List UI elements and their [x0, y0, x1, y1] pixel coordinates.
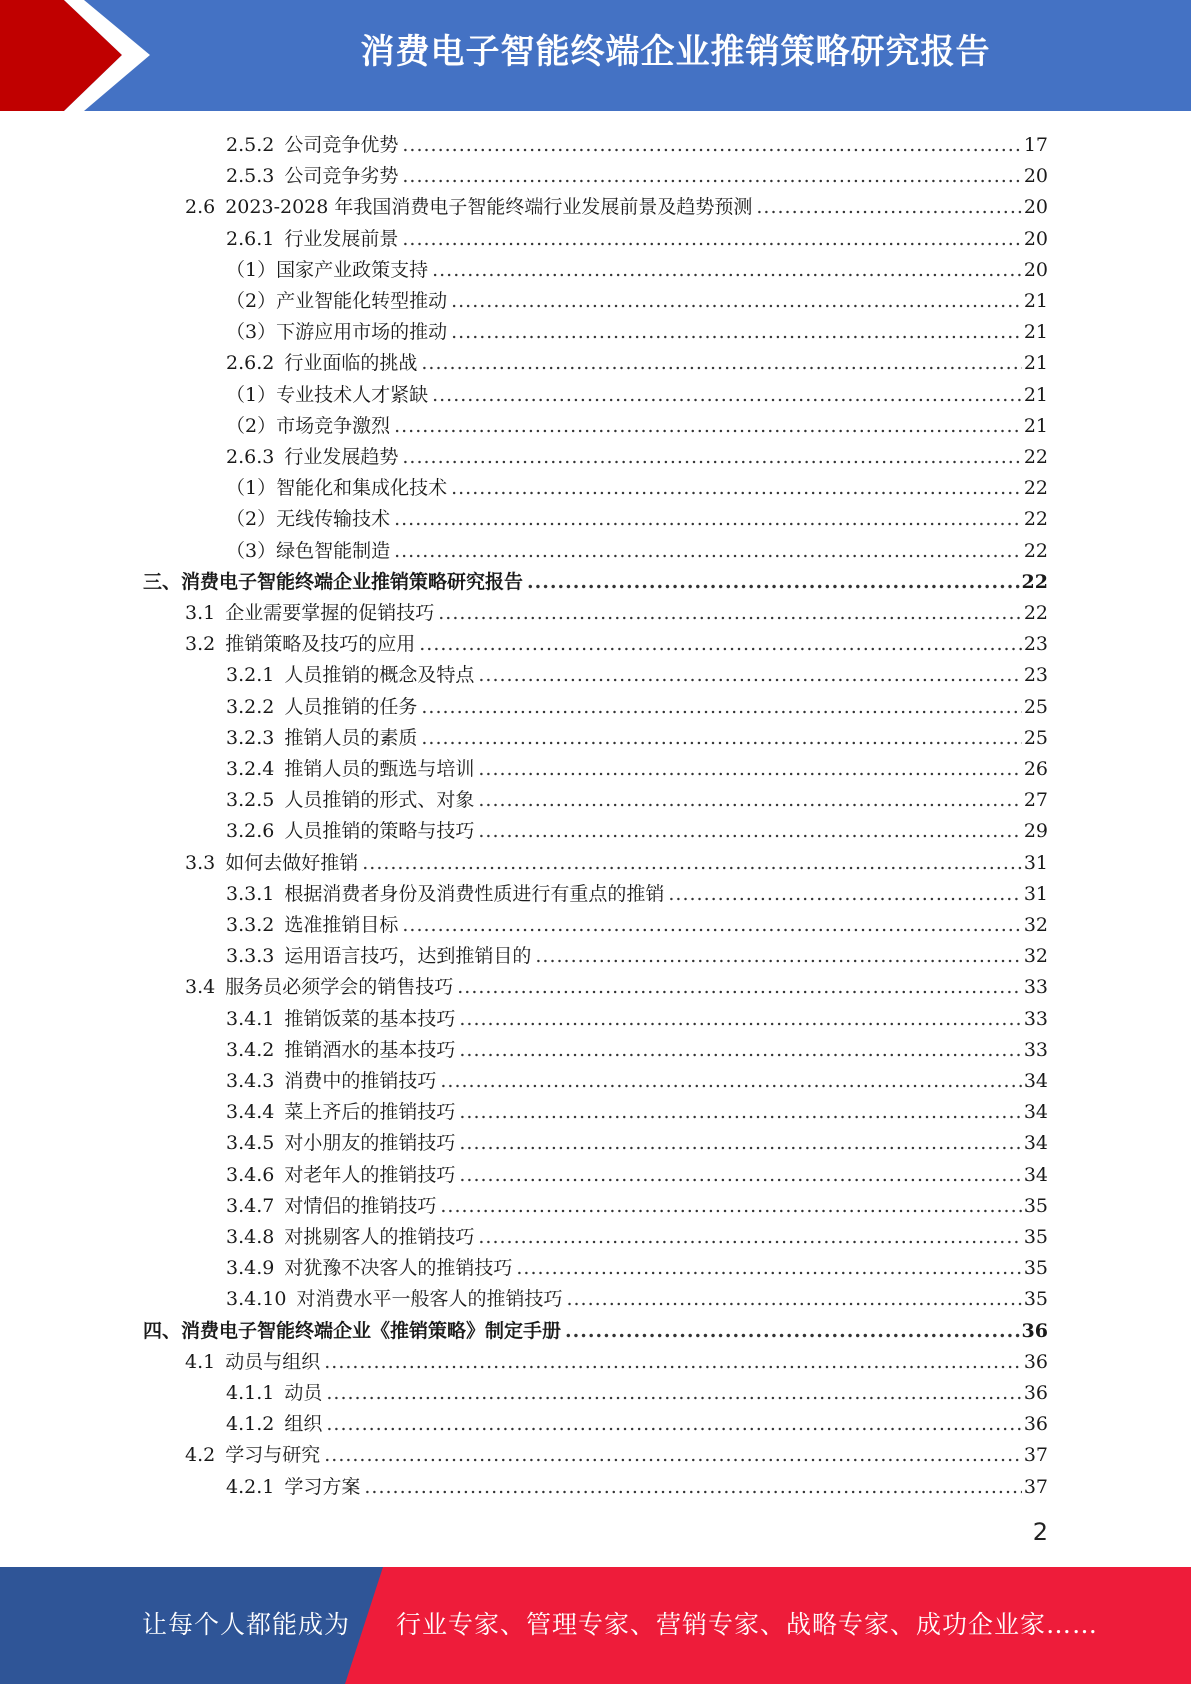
- toc-dot-leader: [535, 943, 1021, 969]
- toc-dot-leader: [478, 818, 1021, 844]
- toc-entry-page: 35: [1023, 1226, 1048, 1248]
- toc-dot-leader: [421, 725, 1021, 751]
- toc-entry-number: 3.2.5: [226, 789, 275, 812]
- toc-entry-number: 2.6: [185, 196, 216, 219]
- report-title: 消费电子智能终端企业推销策略研究报告: [360, 32, 991, 72]
- toc-entry-number: 4.1.1: [226, 1382, 275, 1404]
- toc-entry[interactable]: [185, 595, 1048, 626]
- toc-dot-leader: [394, 506, 1022, 532]
- toc-entry-number: 3.2.2: [226, 695, 275, 718]
- toc-dot-leader: [459, 1099, 1021, 1125]
- toc-entry-title: 如何去做好推销: [225, 851, 359, 874]
- toc-entry-page: 32: [1023, 914, 1048, 936]
- toc-entry-page: 33: [1023, 1038, 1048, 1061]
- toc-entry-number: 3.3.3: [226, 945, 275, 968]
- toc-dot-leader: [451, 288, 1022, 314]
- toc-entry-page: 21: [1023, 383, 1048, 406]
- toc-entry[interactable]: [226, 1219, 1048, 1250]
- toc-entry-page: 31: [1023, 882, 1048, 905]
- toc-entry[interactable]: [226, 314, 1048, 345]
- toc-entry-number: 2.5.2: [226, 134, 275, 156]
- toc-entry-page: 34: [1023, 1163, 1048, 1186]
- toc-entry-title: 公司竞争劣势: [284, 165, 399, 188]
- toc-entry-number: 3.4.9: [226, 1257, 275, 1280]
- toc-entry-number: 4.2: [185, 1444, 216, 1467]
- toc-dot-leader: [326, 1380, 1021, 1406]
- toc-entry[interactable]: [226, 782, 1048, 813]
- toc-entry-title: 服务员必须学会的销售技巧: [225, 976, 454, 999]
- toc-entry-title: 动员: [284, 1382, 323, 1404]
- toc-dot-leader: [459, 1130, 1021, 1156]
- toc-dot-leader: [459, 1037, 1021, 1063]
- toc-dot-leader: [421, 694, 1021, 720]
- toc-entry-title: 三、消费电子智能终端企业推销策略研究报告: [143, 570, 524, 593]
- toc-entry[interactable]: [226, 907, 1048, 938]
- toc-entry-title: 推销策略及技巧的应用: [225, 633, 416, 656]
- toc-entry-title: 对消费水平一般客人的推销技巧: [296, 1288, 563, 1311]
- toc-dot-leader: [527, 569, 1020, 595]
- toc-dot-leader: [394, 538, 1022, 564]
- toc-dot-leader: [402, 163, 1021, 189]
- toc-entry-page: 33: [1023, 976, 1048, 999]
- toc-entry-title: 人员推销的概念及特点: [284, 664, 475, 687]
- toc-entry-page: 25: [1023, 695, 1048, 718]
- toc-dot-leader: [402, 226, 1021, 252]
- toc-dot-leader: [438, 600, 1022, 626]
- toc-entry-page: 34: [1023, 1070, 1048, 1092]
- toc-entry-title: 推销人员的素质: [284, 726, 418, 749]
- toc-entry[interactable]: [226, 533, 1048, 564]
- toc-entry[interactable]: [226, 938, 1048, 969]
- toc-entry-page: 20: [1023, 196, 1048, 219]
- toc-entry[interactable]: [226, 377, 1048, 408]
- page-footer: [0, 1567, 1191, 1684]
- toc-entry[interactable]: [143, 1313, 1048, 1344]
- toc-entry-title: 菜上齐后的推销技巧: [284, 1101, 456, 1124]
- toc-entry-page: 20: [1023, 258, 1048, 281]
- toc-entry-page: 32: [1023, 945, 1048, 968]
- toc-entry-number: 3.4.1: [226, 1007, 275, 1030]
- footer-slogan-right: 行业专家、管理专家、营销专家、战略专家、成功企业家……: [396, 1610, 1099, 1639]
- toc-entry-number: 2.6.3: [226, 446, 275, 468]
- toc-entry-page: 22: [1023, 508, 1048, 531]
- toc-entry-page: 25: [1023, 726, 1048, 749]
- toc-entry[interactable]: [226, 1125, 1048, 1156]
- toc-entry[interactable]: [226, 1469, 1048, 1500]
- toc-entry-title: 四、消费电子智能终端企业《推销策略》制定手册: [143, 1319, 562, 1342]
- toc-entry[interactable]: [226, 1406, 1048, 1437]
- toc-dot-leader: [440, 1193, 1021, 1219]
- toc-entry-number: 3.2.4: [226, 758, 275, 780]
- toc-entry-page: 22: [1021, 570, 1048, 593]
- toc-entry[interactable]: [226, 813, 1048, 844]
- toc-entry-page: 21: [1023, 290, 1048, 312]
- toc-entry-number: 3.3.1: [226, 882, 275, 905]
- toc-dot-leader: [457, 974, 1022, 1000]
- toc-entry[interactable]: [185, 969, 1048, 1000]
- toc-entry-page: 33: [1023, 1007, 1048, 1030]
- toc-entry[interactable]: [226, 657, 1048, 688]
- toc-entry-page: 23: [1023, 664, 1048, 687]
- toc-entry-page: 35: [1023, 1257, 1048, 1280]
- toc-entry-page: 22: [1023, 602, 1048, 624]
- toc-entry-page: 35: [1023, 1194, 1048, 1217]
- toc-entry[interactable]: [226, 1001, 1048, 1032]
- toc-entry-title: 对老年人的推销技巧: [284, 1163, 456, 1186]
- toc-entry-number: 2.6.1: [226, 227, 275, 250]
- toc-entry-number: 3.2: [185, 633, 216, 656]
- toc-entry-number: 3.4.3: [226, 1070, 275, 1092]
- toc-entry-number: 3.2.1: [226, 664, 275, 687]
- toc-entry-number: 4.1: [185, 1350, 216, 1373]
- toc-entry-page: 21: [1023, 414, 1048, 437]
- toc-dot-leader: [402, 912, 1021, 938]
- toc-entry-title: 对挑剔客人的推销技巧: [284, 1226, 475, 1248]
- toc-entry-page: 36: [1023, 1413, 1048, 1436]
- toc-entry-title: 学习方案: [284, 1475, 361, 1498]
- toc-entry-title: 企业需要掌握的促销技巧: [225, 602, 435, 624]
- toc-entry[interactable]: [143, 564, 1048, 595]
- toc-entry-number: 3.4.8: [226, 1226, 275, 1248]
- toc-entry-number: 3.4.7: [226, 1194, 275, 1217]
- toc-entry[interactable]: [226, 1063, 1048, 1094]
- toc-entry-number: 3.2.3: [226, 726, 275, 749]
- toc-entry[interactable]: [226, 158, 1048, 189]
- toc-dot-leader: [324, 1349, 1022, 1375]
- toc-entry-title: 推销酒水的基本技巧: [284, 1038, 456, 1061]
- toc-entry[interactable]: [226, 127, 1048, 158]
- toc-entry-number: 3.4.4: [226, 1101, 275, 1124]
- toc-entry-page: 22: [1023, 477, 1048, 500]
- toc-entry-title: （1）国家产业政策支持: [226, 258, 429, 281]
- toc-entry-number: 2.6.2: [226, 352, 275, 375]
- toc-entry-title: 组织: [284, 1413, 323, 1436]
- toc-entry-number: 3.4.6: [226, 1163, 275, 1186]
- toc-entry-page: 22: [1023, 539, 1048, 562]
- toc-entry[interactable]: [226, 439, 1048, 470]
- toc-dot-leader: [451, 319, 1022, 345]
- toc-entry[interactable]: [226, 1281, 1048, 1312]
- toc-entry[interactable]: [185, 189, 1048, 220]
- toc-entry-page: 31: [1023, 851, 1048, 874]
- page-header: [0, 0, 1191, 111]
- toc-dot-leader: [394, 413, 1022, 439]
- toc-entry[interactable]: [226, 283, 1048, 314]
- toc-entry-number: 3.4.2: [226, 1038, 275, 1061]
- toc-entry-page: 21: [1023, 352, 1048, 375]
- toc-entry[interactable]: [226, 345, 1048, 376]
- toc-entry-title: 人员推销的策略与技巧: [284, 820, 475, 843]
- toc-entry-title: （2）无线传输技术: [226, 508, 391, 531]
- toc-dot-leader: [478, 787, 1021, 813]
- toc-entry[interactable]: [226, 1188, 1048, 1219]
- toc-entry[interactable]: [226, 408, 1048, 439]
- toc-entry-page: 20: [1023, 165, 1048, 188]
- toc-entry-title: 选准推销目标: [284, 914, 399, 936]
- toc-entry-page: 29: [1023, 820, 1048, 843]
- toc-entry-number: 3.1: [185, 602, 216, 624]
- toc-entry-page: 22: [1023, 446, 1048, 468]
- toc-entry-title: 动员与组织: [225, 1350, 321, 1373]
- toc-dot-leader: [440, 1068, 1021, 1094]
- toc-entry[interactable]: [226, 876, 1048, 907]
- toc-entry-title: 运用语言技巧，达到推销目的: [284, 945, 532, 968]
- toc-entry-page: 37: [1023, 1475, 1048, 1498]
- toc-entry-title: 行业发展前景: [284, 227, 399, 250]
- toc-entry[interactable]: [226, 751, 1048, 782]
- toc-entry[interactable]: [226, 252, 1048, 283]
- toc-dot-leader: [566, 1286, 1021, 1312]
- toc-entry[interactable]: [185, 1344, 1048, 1375]
- toc-entry-page: 34: [1023, 1101, 1048, 1124]
- toc-entry-title: （1）专业技术人才紧缺: [226, 383, 429, 406]
- toc-dot-leader: [516, 1255, 1021, 1281]
- toc-dot-leader: [402, 444, 1021, 470]
- toc-entry[interactable]: [226, 1375, 1048, 1406]
- toc-entry-number: 2.5.3: [226, 165, 275, 188]
- toc-entry[interactable]: [226, 470, 1048, 501]
- toc-dot-leader: [324, 1442, 1022, 1468]
- toc-dot-leader: [432, 382, 1022, 408]
- toc-entry-page: 37: [1023, 1444, 1048, 1467]
- toc-entry-title: 人员推销的形式、对象: [284, 789, 475, 812]
- toc-entry-page: 21: [1023, 321, 1048, 344]
- toc-entry-title: （1）智能化和集成化技术: [226, 477, 448, 500]
- toc-entry[interactable]: [226, 1032, 1048, 1063]
- toc-entry[interactable]: [226, 501, 1048, 532]
- toc-entry-number: 3.4.10: [226, 1288, 287, 1311]
- toc-dot-leader: [364, 1474, 1021, 1500]
- toc-entry-page: 34: [1023, 1132, 1048, 1155]
- toc-entry-title: 公司竞争优势: [284, 134, 399, 156]
- toc-entry-title: 根据消费者身份及消费性质进行有重点的推销: [284, 882, 665, 905]
- toc-entry-page: 36: [1023, 1382, 1048, 1404]
- toc-dot-leader: [432, 257, 1022, 283]
- toc-dot-leader: [565, 1318, 1020, 1344]
- toc-entry-page: 35: [1023, 1288, 1048, 1311]
- toc-entry-number: 3.4: [185, 976, 216, 999]
- toc-entry-title: 2023-2028 年我国消费电子智能终端行业发展前景及趋势预测: [225, 196, 753, 219]
- toc-entry[interactable]: [226, 689, 1048, 720]
- toc-entry-title: 对小朋友的推销技巧: [284, 1132, 456, 1155]
- page-number: 2: [1032, 1518, 1048, 1546]
- toc-dot-leader: [421, 350, 1021, 376]
- toc-entry-number: 4.1.2: [226, 1413, 275, 1436]
- toc-entry[interactable]: [226, 1157, 1048, 1188]
- header-arrow-decoration: [0, 0, 160, 111]
- toc-dot-leader: [478, 756, 1021, 782]
- toc-entry-page: 36: [1021, 1319, 1048, 1342]
- toc-entry[interactable]: [185, 626, 1048, 657]
- toc-entry-title: 人员推销的任务: [284, 695, 418, 718]
- toc-dot-leader: [478, 1224, 1021, 1250]
- toc-dot-leader: [668, 881, 1021, 907]
- toc-dot-leader: [451, 475, 1022, 501]
- toc-entry-title: 对犹豫不决客人的推销技巧: [284, 1257, 513, 1280]
- toc-entry-title: （2）市场竞争激烈: [226, 414, 391, 437]
- toc-entry-title: 学习与研究: [225, 1444, 321, 1467]
- toc-entry-page: 27: [1023, 789, 1048, 812]
- toc-dot-leader: [362, 850, 1022, 876]
- toc-dot-leader: [459, 1162, 1021, 1188]
- toc-entry-number: 3.4.5: [226, 1132, 275, 1155]
- toc-dot-leader: [756, 194, 1021, 220]
- toc-entry[interactable]: [226, 720, 1048, 751]
- toc-dot-leader: [402, 132, 1021, 158]
- toc-entry[interactable]: [226, 1250, 1048, 1281]
- toc-entry-page: 36: [1023, 1350, 1048, 1373]
- toc-entry-page: 17: [1023, 134, 1048, 156]
- toc-entry-title: （3）绿色智能制造: [226, 539, 391, 562]
- toc-entry-number: 3.3: [185, 851, 216, 874]
- toc-entry[interactable]: [185, 845, 1048, 876]
- toc-dot-leader: [478, 662, 1021, 688]
- toc-entry-title: （3）下游应用市场的推动: [226, 321, 448, 344]
- footer-slogan-left: 让每个人都能成为: [142, 1610, 351, 1639]
- toc-entry-title: 对情侣的推销技巧: [284, 1194, 437, 1217]
- toc-entry-title: （2）产业智能化转型推动: [226, 290, 448, 312]
- toc-dot-leader: [459, 1006, 1021, 1032]
- toc-entry-title: 推销人员的甄选与培训: [284, 758, 475, 780]
- toc-entry-number: 3.3.2: [226, 914, 275, 936]
- toc-dot-leader: [326, 1411, 1021, 1437]
- toc-entry-number: 3.2.6: [226, 820, 275, 843]
- toc-entry-page: 26: [1023, 758, 1048, 780]
- toc-entry[interactable]: [226, 1094, 1048, 1125]
- toc-entry[interactable]: [185, 1437, 1048, 1468]
- toc-entry[interactable]: [226, 221, 1048, 252]
- toc-dot-leader: [419, 631, 1022, 657]
- toc-entry-page: 23: [1023, 633, 1048, 656]
- toc-entry-page: 20: [1023, 227, 1048, 250]
- toc-entry-number: 4.2.1: [226, 1475, 275, 1498]
- toc-entry-title: 推销饭菜的基本技巧: [284, 1007, 456, 1030]
- toc-entry-title: 行业发展趋势: [284, 446, 399, 468]
- toc-entry-title: 消费中的推销技巧: [284, 1070, 437, 1092]
- toc-entry-title: 行业面临的挑战: [284, 352, 418, 375]
